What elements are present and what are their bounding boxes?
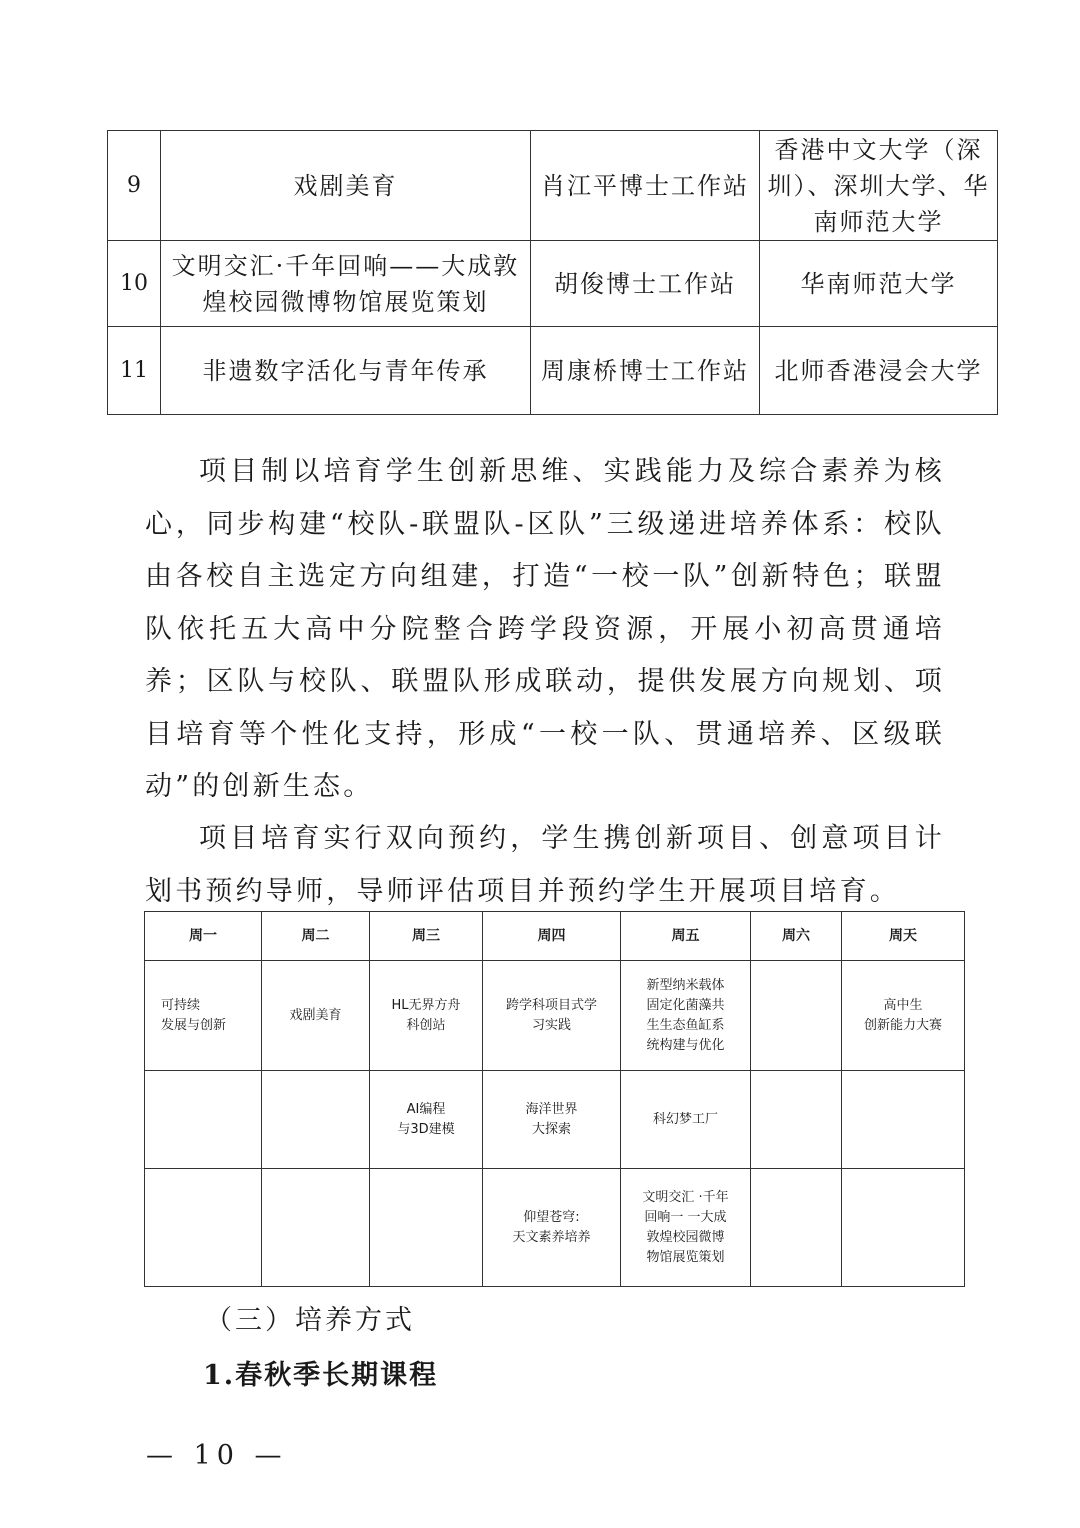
header-wednesday: 周三 [370, 912, 483, 961]
schedule-cell [751, 1169, 842, 1287]
page-number: — 10 — [146, 1440, 288, 1471]
schedule-cell [842, 1169, 965, 1287]
schedule-header-row [145, 912, 965, 961]
schedule-row [145, 961, 965, 1071]
paragraph-booking: 项目培育实行双向预约，学生携创新项目、创意项目计划书预约导师，导师评估项目并预约学生开展项目培育。 [145, 823, 945, 907]
weekly-schedule-table [144, 911, 965, 1287]
schedule-cell: 海洋世界 大探索 [483, 1071, 621, 1169]
university: 北师香港浸会大学 [760, 327, 998, 415]
row-number: 11 [108, 327, 161, 415]
header-friday: 周五 [621, 912, 751, 961]
schedule-cell: 文明交汇 ·千年 回响一 一大成 敦煌校园微博 物馆展览策划 [621, 1169, 751, 1287]
header-tuesday: 周二 [262, 912, 370, 961]
schedule-cell: HL无界方舟 科创站 [370, 961, 483, 1071]
project-name: 文明交汇·千年回响——大成敦煌校园微博物馆展览策划 [161, 241, 531, 327]
schedule-cell [370, 1169, 483, 1287]
schedule-cell [262, 1169, 370, 1287]
schedule-cell [842, 1071, 965, 1169]
schedule-row [145, 1169, 965, 1287]
table-row [108, 327, 998, 415]
workstation: 周康桥博士工作站 [531, 327, 760, 415]
schedule-row [145, 1071, 965, 1169]
section-heading: （三）培养方式 [205, 1305, 415, 1336]
workstation: 胡俊博士工作站 [531, 241, 760, 327]
header-thursday: 周四 [483, 912, 621, 961]
schedule-cell: 可持续 发展与创新 [145, 961, 262, 1071]
subsection-heading: 1.春秋季长期课程 [203, 1360, 439, 1391]
table-row [108, 241, 998, 327]
schedule-cell [145, 1169, 262, 1287]
table-row [108, 131, 998, 241]
schedule-cell: AI编程 与3D建模 [370, 1071, 483, 1169]
schedule-cell [262, 1071, 370, 1169]
schedule-cell: 跨学科项目式学 习实践 [483, 961, 621, 1071]
schedule-cell [751, 961, 842, 1071]
university: 华南师范大学 [760, 241, 998, 327]
header-sunday: 周天 [842, 912, 965, 961]
schedule-cell: 新型纳米载体 固定化菌藻共 生生态鱼缸系 统构建与优化 [621, 961, 751, 1071]
workstation: 肖江平博士工作站 [531, 131, 760, 241]
project-table [107, 130, 998, 415]
university: 香港中文大学（深圳）、深圳大学、华南师范大学 [760, 131, 998, 241]
row-number: 10 [108, 241, 161, 327]
schedule-cell: 科幻梦工厂 [621, 1071, 751, 1169]
project-name: 非遗数字活化与青年传承 [161, 327, 531, 415]
schedule-cell: 仰望苍穹: 天文素养培养 [483, 1169, 621, 1287]
row-number: 9 [108, 131, 161, 241]
paragraph-training-system: 项目制以培育学生创新思维、实践能力及综合素养为核心，同步构建“校队-联盟队-区队”三级递进培养体系：校队由各校自主选定方向组建，打造“一校一队”创新特色；联盟队依托五大高中分院整合跨学段资源，开展小初高贯通培养；区队与校队、联盟队形成联动，提供发展方向规划、项目培育等个性化支持，形成“一校一队、贯通培养、区级联动”的创新生态。 [145, 456, 945, 802]
schedule-cell: 高中生 创新能力大赛 [842, 961, 965, 1071]
schedule-cell: 戏剧美育 [262, 961, 370, 1071]
schedule-cell [751, 1071, 842, 1169]
header-monday: 周一 [145, 912, 262, 961]
schedule-cell [145, 1071, 262, 1169]
header-saturday: 周六 [751, 912, 842, 961]
project-name: 戏剧美育 [161, 131, 531, 241]
